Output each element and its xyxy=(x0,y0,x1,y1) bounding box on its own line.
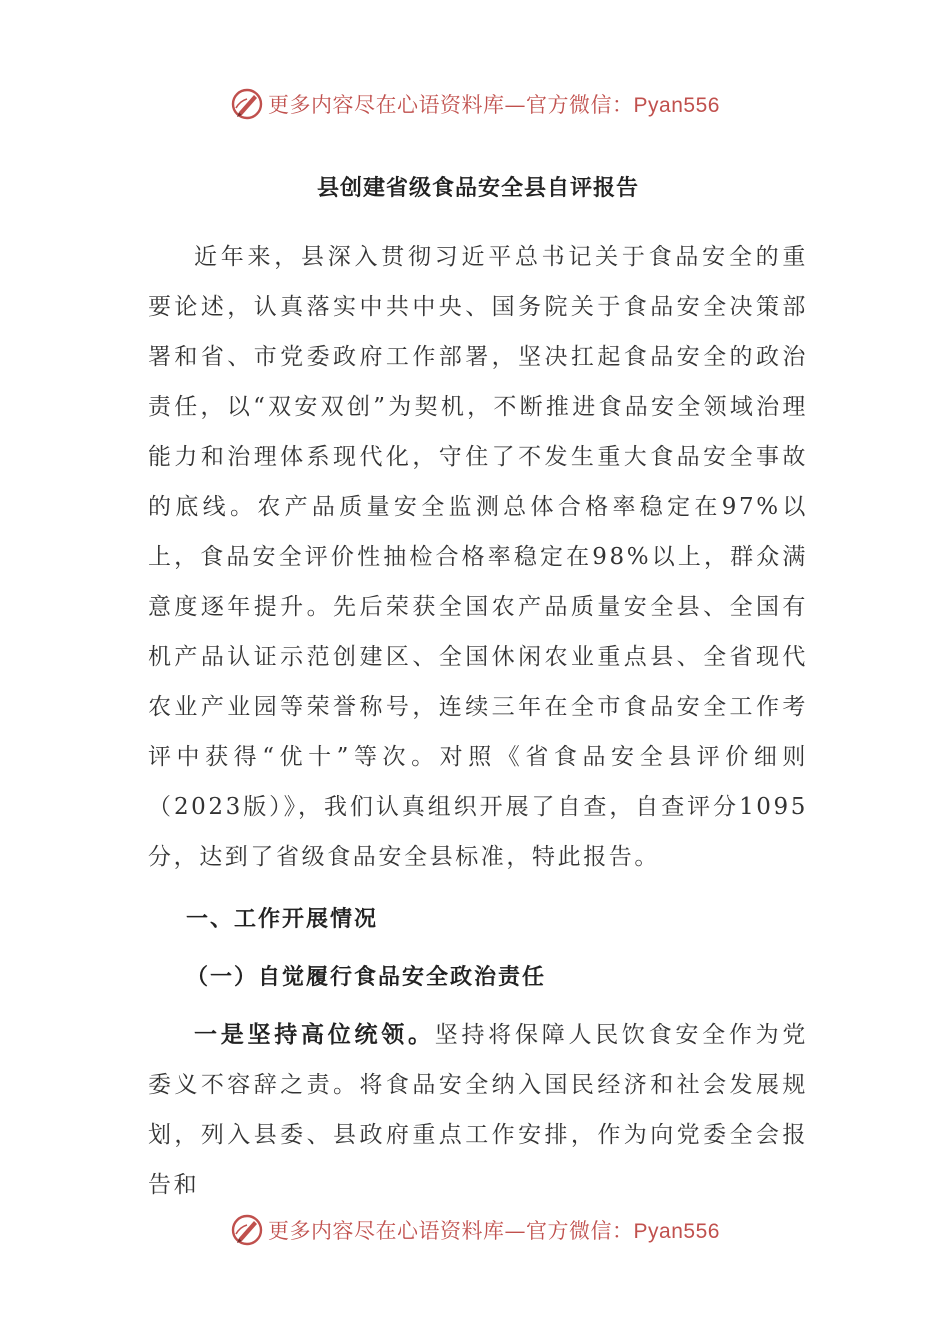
item-lead: 一是坚持高位统领。 xyxy=(194,1021,435,1048)
banner-text: 更多内容尽在心语资料库—官方微信：Pyan556 xyxy=(268,93,720,117)
wechat-id: Pyan556 xyxy=(633,94,720,117)
pen-logo-icon xyxy=(230,87,264,121)
document-title: 县创建省级食品安全县自评报告 xyxy=(316,175,639,201)
document-body xyxy=(148,170,808,1210)
pen-logo-icon xyxy=(230,1213,264,1247)
wechat-id: Pyan556 xyxy=(633,1220,720,1243)
header-banner xyxy=(0,84,950,124)
section-heading: 一、工作开展情况 xyxy=(186,906,379,932)
item-paragraph xyxy=(148,1010,808,1210)
item-text: 坚持将保障人民饮食安全作为党委义不容辞之责。将食品安全纳入国民经济和社会发展规划，列入县委、县政府重点工作安排，作为向党委全会报告和 xyxy=(148,1022,809,1198)
intro-paragraph: 近年来，县深入贯彻习近平总书记关于食品安全的重要论述，认真落实中共中央、国务院关于食品安全决策部署和省、市党委政府工作部署，坚决扛起食品安全的政治责任，以“双安双创”为契机，不断推进食品安全领域治理能力和治理体系现代化，守住了不发生重大食品安全事故的底线。农产品质量安全监测总体合格率稳定在97%以上，食品安全评价性抽检合格率稳定在98%以上，群众满意度逐年提升。先后荣获全国农产品质量安全县、全国有机产品认证示范创建区、全国休闲农业重点县、全省现代农业产业园等荣誉称号，连续三年在全市食品安全工作考评中获得“优十”等次。对照《省食品安全县评价细则（2023版）》，我们认真组织开展了自查，自查评分1095分，达到了省级食品安全县标准，特此报告。 xyxy=(148,244,808,870)
subsection-heading: （一）自觉履行食品安全政治责任 xyxy=(186,964,547,990)
footer-banner xyxy=(0,1210,950,1250)
banner-text: 更多内容尽在心语资料库—官方微信：Pyan556 xyxy=(268,1219,720,1243)
